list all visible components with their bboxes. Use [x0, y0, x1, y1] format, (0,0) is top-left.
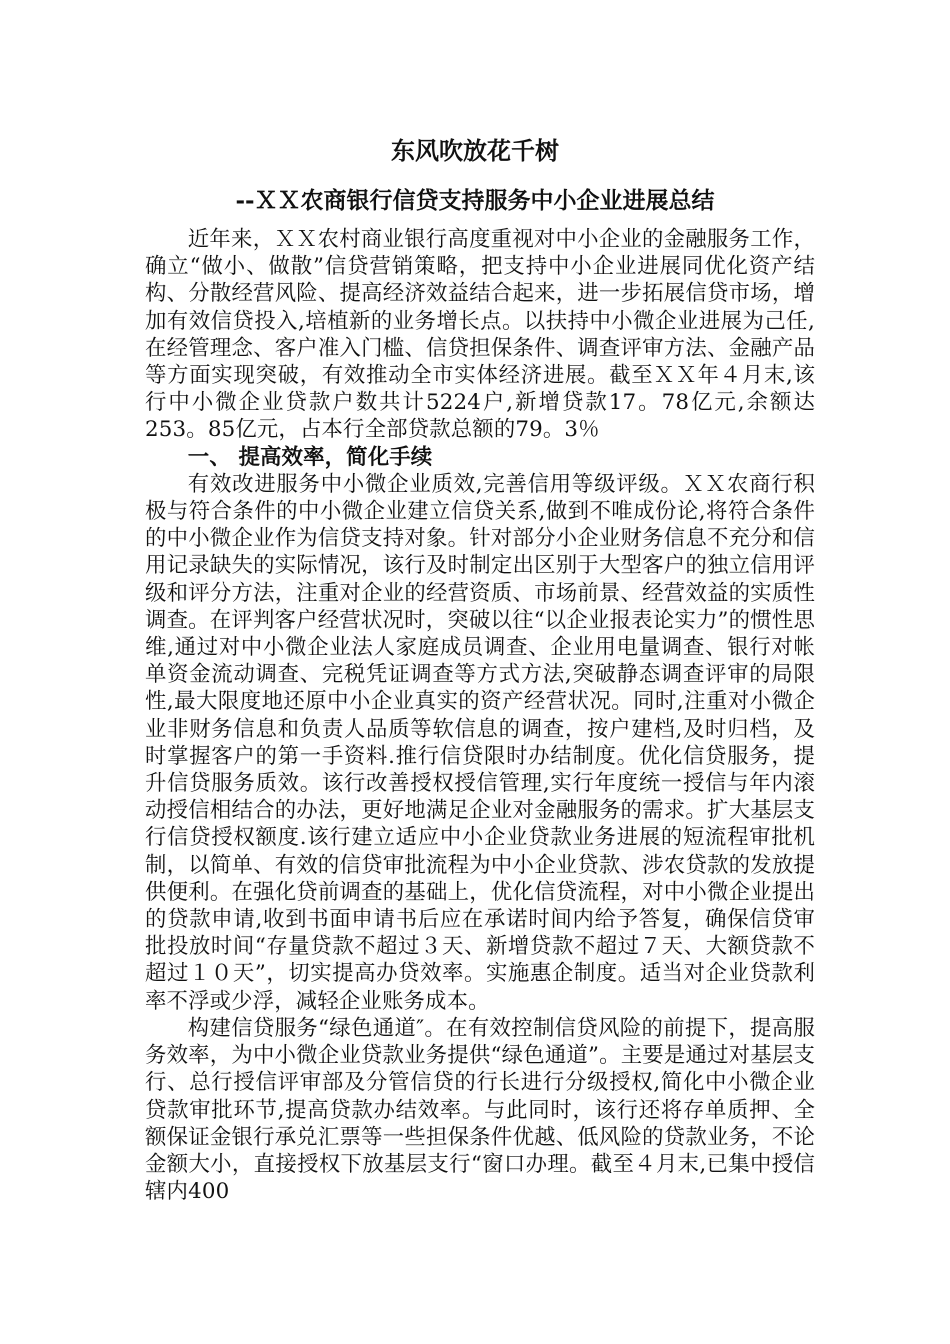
- intro-paragraph: 近年来，ＸＸ农村商业银行高度重视对中小企业的金融服务工作，确立“做小、做散”信贷营销策略，把支持中小企业进展同优化资产结构、分散经营风险、提高经济效益结合起来，进一步拓展信贷市场，增加有效信贷投入,培植新的业务增长点。以扶持中小微企业进展为己任,在经管理念、客户准入门槛、信贷担保条件、调查评审方法、金融产品等方面实现突破，有效推动全市实体经济进展。截至ＸＸ年４月末,该行中小微企业贷款户数共计5224户,新增贷款17。78亿元,余额达253。85亿元，占本行全部贷款总额的79。3％: [145, 227, 815, 443]
- document-body: [145, 226, 815, 1205]
- section-paragraph-green-channel: 构建信贷服务“绿色通道″。在有效控制信贷风险的前提下，提高服务效率，为中小微企业贷款业务提供“绿色通道”。主要是通过对基层支行、总行授信评审部及分管信贷的行长进行分级授权,简化中小微企业贷款审批环节,提高贷款办结效率。与此同时，该行还将存单质押、全额保证金银行承兑汇票等一些担保条件优越、低风险的贷款业务，不论金额大小，直接授权下放基层支行“窗口办理。截至４月末,已集中授信辖内400: [145, 1015, 815, 1205]
- section-paragraph-efficiency: 有效改进服务中小微企业质效,完善信用等级评级。ＸＸ农商行积极与符合条件的中小微企业建立信贷关系,做到不唯成份论,将符合条件的中小微企业作为信贷支持对象。针对部分小企业财务信息不充分和信用记录缺失的实际情况，该行及时制定出区别于大型客户的独立信用评级和评分方法，注重对企业的经营资质、市场前景、经营效益的实质性调查。在评判客户经营状况时，突破以往“以企业报表论实力”的惯性思维,通过对中小微企业法人家庭成员调查、企业用电量调查、银行对帐单资金流动调查、完税凭证调查等方式方法,突破静态调查评审的局限性,最大限度地还原中小企业真实的资产经营状况。同时,注重对小微企业非财务信息和负责人品质等软信息的调查，按户建档,及时归档，及时掌握客户的第一手资料.推行信贷限时办结制度。优化信贷服务，提升信贷服务质效。该行改善授权授信管理,实行年度统一授信与年内滚动授信相结合的办法，更好地满足企业对金融服务的需求。扩大基层支行信贷授权额度.该行建立适应中小企业贷款业务进展的短流程审批机制，以简单、有效的信贷审批流程为中小企业贷款、涉农贷款的发放提供便利。在强化贷前调查的基础上，优化信贷流程，对中小微企业提出的贷款申请,收到书面申请书后应在承诺时间内给予答复，确保信贷审批投放时间“存量贷款不超过３天、新增贷款不超过７天、大额贷款不超过１０天”，切实提高办贷效率。实施惠企制度。适当对企业贷款利率不浮或少浮，减轻企业账务成本。: [145, 471, 815, 1014]
- section-heading: 一、 提高效率，简化手续: [187, 444, 433, 470]
- document-title: 东风吹放花千树: [391, 136, 559, 165]
- document-subtitle: --ＸＸ农商银行信贷支持服务中小企业进展总结: [235, 187, 715, 214]
